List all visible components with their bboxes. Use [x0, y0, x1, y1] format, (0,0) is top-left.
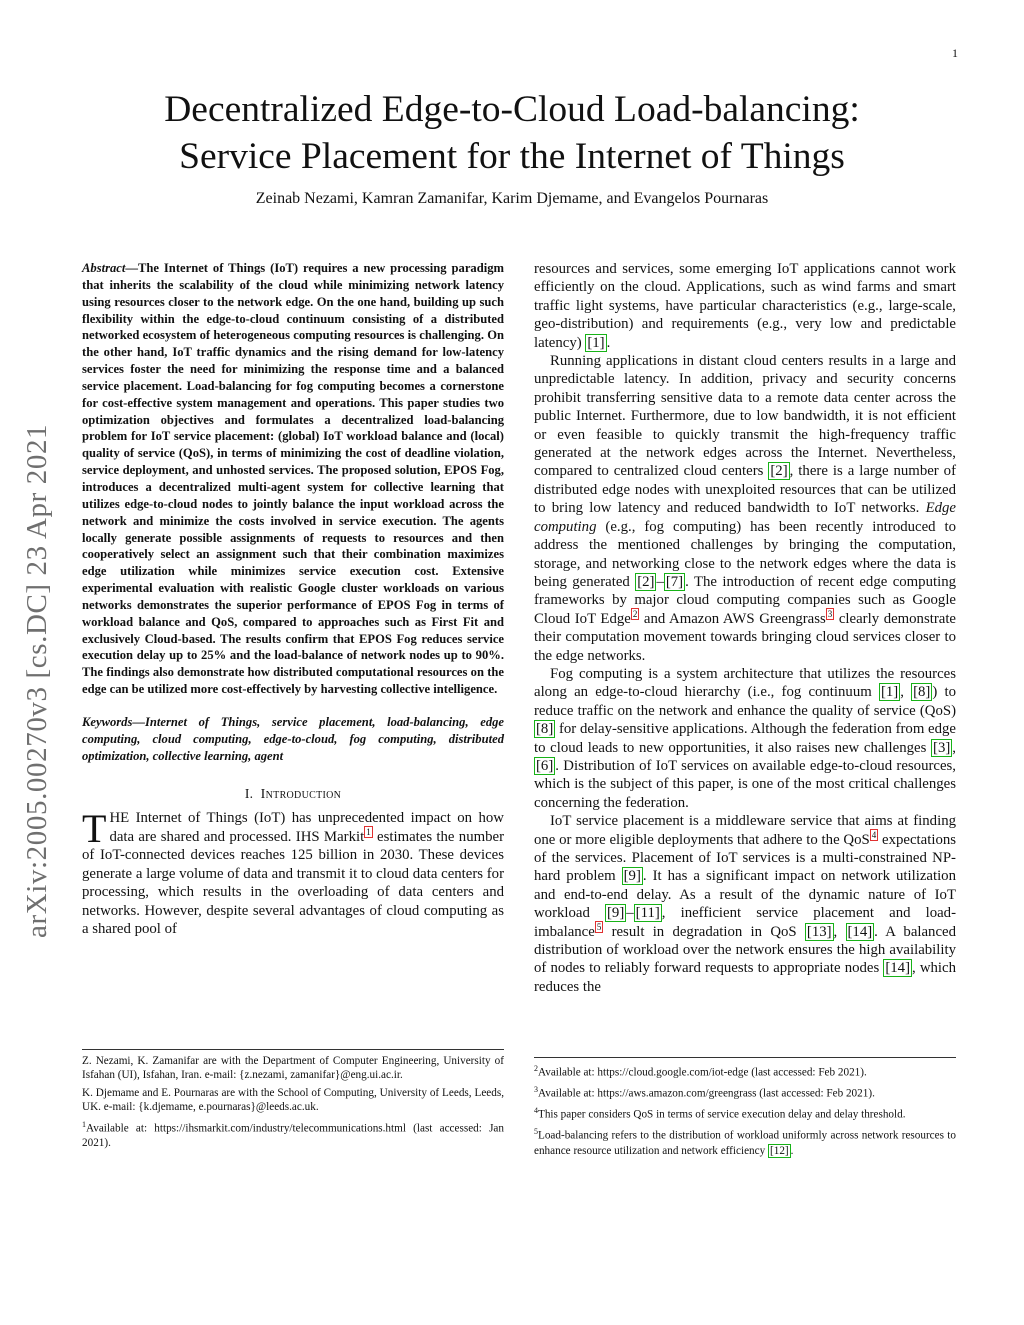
text-run: result in degradation in QoS [603, 923, 805, 940]
footnote-text: Available at: https://aws.amazon.com/greengrass (last accessed: Feb 2021). [538, 1087, 875, 1100]
citation-link[interactable]: [8] [913, 684, 931, 701]
text-run: . It has a significant impact on network utilization and end-to-end delay. As a result of the dynamic nature of IoT workload [534, 868, 956, 922]
footnote-number: 5 [534, 1127, 538, 1137]
text-run: – [656, 573, 664, 590]
text-run: , inefficient service placement and load-imbalance [534, 905, 956, 940]
title-line-2: Service Placement for the Internet of Things [179, 136, 845, 177]
footnote-text: This paper considers QoS in terms of service execution delay and delay threshold. [538, 1109, 906, 1122]
abstract [82, 260, 504, 698]
section-title: Introduction [260, 787, 342, 803]
paper-title [0, 86, 1024, 180]
paragraph [534, 260, 956, 352]
intro-text: HE Internet of Things (IoT) has unprecedented impact on how data are shared and processed. IHS Markit [109, 810, 504, 845]
citation-link[interactable]: [1] [587, 334, 605, 351]
citation-link[interactable]: [7] [665, 573, 684, 590]
footnote-number: 2 [534, 1064, 538, 1073]
text-run: , [952, 739, 956, 756]
arxiv-stamp: arXiv:2005.00270v3 [cs.DC] 23 Apr 2021 [21, 423, 53, 938]
footnote-mark[interactable]: 2 [632, 608, 638, 619]
text-run: Fog computing is a system architecture that utilizes the resources along an edge-to-cloud hierarchy (i.e., fog continuum [534, 665, 956, 701]
page-number: 1 [952, 46, 958, 60]
footnote-number: 1 [82, 1119, 86, 1129]
abstract-text: —The Internet of Things (IoT) requires a new processing paradigm that inherits the scalability of the cloud while minimizing network latency using resources closer to the network edge. On the one hand, building up such flexibility within the edge-to-cloud continuum consisting of a distributed networked ecosystem of heterogeneous computing resources is challenging. On the other hand, IoT traffic dynamics and the rising demand for low-latency services foster the need for minimizing the response time and a balanced service placement. Load-balancing for fog computing becomes a cornerstone for cost-effective system management and operations. This paper studies two optimization objectives and formulates a decentralized load-balancing problem for IoT service placement: (global) IoT workload balance and (local) quality of service (QoS), in terms of minimizing the cost of deadline violation, service deployment, and unhosted services. The proposed solution, EPOS Fog, introduces a decentralized multi-agent system for collective learning that utilizes edge-to-cloud nodes to jointly balance the input workload across the network and minimize the costs involved in service execution. The agents locally generate possible assignments of requests to resources and then cooperatively select an assignment such that their combination maximizes edge utilization while minimizes service execution cost. Extensive experimental evaluation with realistic Google cluster workloads on various networks demonstrates the superior performance of EPOS Fog in terms of workload balance and QoS, compared to approaches such as First Fit and exclusively Cloud-based. The results confirm that EPOS Fog reduces service execution delay up to 25% and the load-balance of network nodes up to 90%. The findings also demonstrate how distributed computational resources on the edge can be utilized more cost-effectively by harvesting collective intelligence. [82, 261, 504, 697]
citation-link[interactable]: [6] [536, 757, 554, 774]
text-run: (e.g., fog computing) has been recently introduced to address the mentioned challenges by bringing the computation, storage, and networking close to the network edges where the data is being generated [534, 518, 956, 590]
text-run: . The introduction of recent edge computing frameworks by major cloud computing companies such as Google Cloud IoT Edge [534, 573, 956, 627]
footnote [534, 1083, 956, 1101]
footnote [534, 1062, 956, 1080]
footnote-text: Available at: https://ihsmarkit.com/industry/telecommunications.html (last accessed: Jan 2021). [82, 1122, 504, 1149]
text-run: , [900, 684, 912, 701]
footnote-text: Available at: https://cloud.google.com/iot-edge (last accessed: Feb 2021). [538, 1066, 867, 1079]
citation-link[interactable]: [13] [806, 923, 832, 940]
citation-link[interactable]: [14] [885, 960, 911, 977]
text-run: – [626, 905, 634, 922]
paragraph [534, 665, 956, 812]
citation-link[interactable]: [3] [933, 739, 951, 756]
abstract-label: Abstract [82, 261, 126, 275]
text-run: , there is a large number of distributed edge nodes with unexploited resources that can be utilized to bring low latency and reduced bandwidth to IoT networks. [534, 463, 957, 517]
footnote-mark[interactable]: 5 [596, 921, 602, 932]
text-run: resources and services, some emerging IoT applications cannot work efficiently on the cloud. Applications, such as wind farms and smart traffic light systems, have particular characteristics (e.g., large-scale, geo-distribution) and requirements (e.g., very low and predictable latency) [534, 261, 956, 351]
citation-link[interactable]: [11] [635, 905, 660, 922]
footnote-text: . [790, 1144, 794, 1157]
footnote-mark[interactable]: 4 [871, 829, 877, 840]
right-column [534, 260, 956, 996]
left-column [82, 260, 504, 938]
drop-cap: T [82, 806, 107, 852]
citation-link[interactable]: [12] [770, 1144, 789, 1157]
text-run: clearly demonstrate their computation movement towards bringing cloud services closer to the edge networks. [534, 610, 957, 664]
text-run: expectations of the services. Placement of IoT services is a multi-constrained NP-hard problem [534, 831, 956, 885]
text-run: , which reduces the [534, 960, 956, 995]
section-heading [82, 786, 504, 803]
citation-link[interactable]: [2] [637, 573, 655, 590]
text-run: . Distribution of IoT services on available edge-to-cloud resources, which is the subject of this paper, is one of the most critical challenges concerning the federation. [534, 757, 956, 811]
right-footnotes [534, 1057, 956, 1161]
affiliation-note: Z. Nezami, K. Zamanifar are with the Department of Computer Engineering, University of Isfahan (UI), Isfahan, Iran. e-mail: {z.nezami, zamanifar}@eng.ui.ac.ir. [82, 1055, 504, 1082]
text-run: Running applications in distant cloud centers results in a large and unpredictable latency. In addition, privacy and security concerns prohibit transferring sensitive data to a remote data center across the public Internet. Furthermore, due to low bandwidth, it is not efficient or even feasible to quickly transmit the high-frequency traffic generated at the network edges across the Internet. Nevertheless, compared to centralized cloud centers [534, 353, 956, 480]
citation-link[interactable]: [8] [536, 721, 554, 738]
footnote-number: 3 [534, 1085, 538, 1095]
text-run: , [833, 923, 846, 940]
footnote-mark[interactable]: 3 [827, 608, 833, 619]
text-run: . [606, 334, 611, 351]
keywords: Keywords—Internet of Things, service placement, load-balancing, edge computing, cloud computing, edge-to-cloud, fog computing, distributed optimization, collective learning, agent [82, 714, 504, 763]
text-run: IoT service placement is a middleware service that aims at finding one or more eligible deployments that adhere to the QoS [534, 813, 956, 848]
affiliation-note: K. Djemame and E. Pournaras are with the School of Computing, University of Leeds, Leeds, UK. e-mail: {k.djemame, e.pournaras}@leeds.ac.uk. [82, 1086, 504, 1114]
text-run: ) to reduce traffic on the network and enhance the quality of service (QoS) [534, 684, 956, 719]
footnote-number: 4 [534, 1106, 538, 1116]
intro-text: estimates the number of IoT-connected devices reaches 125 billion in 2030. These devices generate a large volume of data and transmit it to cloud data centers for processing, which results in the overloading of data centers and networks. However, despite several advantages of cloud computing as a shared pool of [82, 828, 504, 937]
text-run: Edge computing [534, 500, 956, 535]
footnote-text: Load-balancing refers to the distribution of workload uniformly across network resources to enhance resource utilization and network efficiency [534, 1130, 956, 1157]
paragraph [534, 352, 956, 665]
citation-link[interactable]: [9] [623, 868, 641, 885]
intro-paragraph [82, 806, 504, 938]
footnote [534, 1104, 956, 1122]
footnote [82, 1118, 504, 1151]
title-line-1: Decentralized Edge-to-Cloud Load-balancing: [164, 89, 860, 130]
citation-link[interactable]: [9] [607, 905, 625, 922]
paragraph [534, 812, 956, 996]
citation-link[interactable]: [1] [880, 684, 899, 701]
left-footnotes [82, 1049, 504, 1153]
footnote [534, 1125, 956, 1158]
citation-link[interactable]: [14] [847, 923, 873, 940]
text-run: for delay-sensitive applications. Although the federation from edge to cloud leads to new opportunities, it also raises new challenges [534, 721, 956, 756]
footnote-mark[interactable]: 1 [366, 826, 371, 837]
citation-link[interactable]: [2] [770, 463, 788, 480]
text-run: and Amazon AWS Greengrass [639, 610, 826, 627]
text-run: . A balanced distribution of workload over the network ensures the high availability of nodes to reliably forward requests to appropriate nodes [534, 923, 956, 977]
author-list: Zeinab Nezami, Kamran Zamanifar, Karim Djemame, and Evangelos Pournaras [255, 190, 769, 207]
section-number: I. [244, 786, 254, 802]
